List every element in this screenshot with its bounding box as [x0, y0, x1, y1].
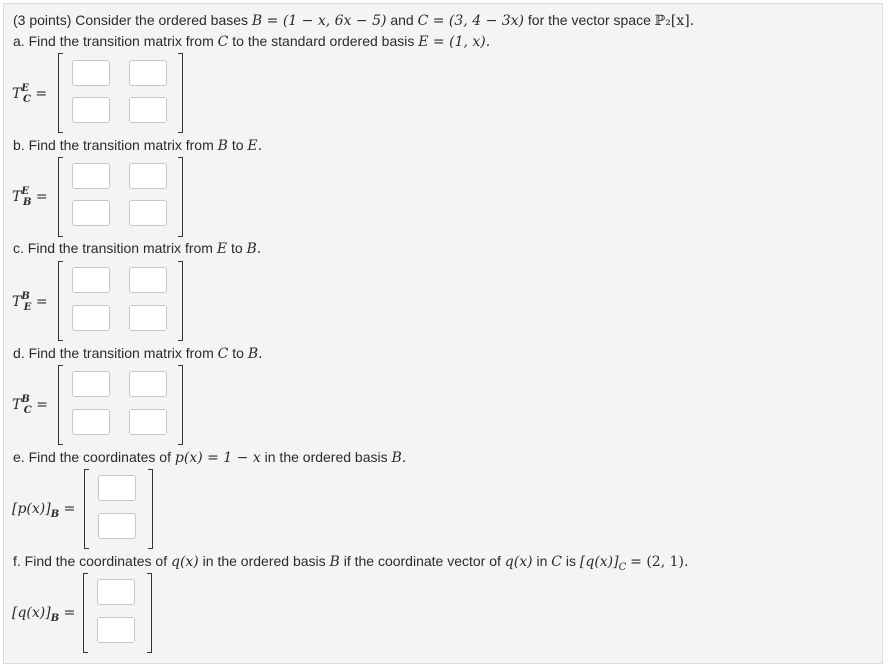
- matrix-symbol: T: [12, 294, 22, 310]
- label-sub: C: [22, 94, 31, 105]
- left-bracket: [84, 469, 89, 549]
- matrix-b-r2c1-input[interactable]: [72, 200, 110, 226]
- matrix-d-r2c2-input[interactable]: [129, 409, 167, 435]
- matrix-b-r2c2-input[interactable]: [129, 200, 167, 226]
- basis-b-definition: B = (1 − x, 6x − 5): [251, 13, 387, 29]
- right-bracket: [178, 261, 183, 341]
- matrix-a-r2c1-input[interactable]: [72, 97, 110, 123]
- matrix-d-r1c1-input[interactable]: [72, 371, 110, 397]
- part-c-mid: to: [230, 240, 243, 256]
- right-bracket: [147, 573, 152, 653]
- matrix-symbol: T: [12, 397, 22, 413]
- right-bracket: [178, 157, 183, 237]
- matrix-b-r1c1-input[interactable]: [72, 163, 110, 189]
- part-f-basis: B: [329, 554, 340, 570]
- equals-sign: =: [35, 294, 48, 310]
- polynomial-p: p(x) = 1 − x: [174, 450, 261, 466]
- left-bracket: [58, 365, 63, 445]
- left-bracket: [58, 261, 63, 341]
- part-a-text: a. Find the transition matrix from: [13, 33, 214, 49]
- part-f-label: [12, 605, 76, 624]
- part-a-to: E = (1, x).: [418, 34, 491, 50]
- part-a-label: [12, 83, 48, 105]
- right-bracket: [148, 469, 153, 549]
- part-f-prompt: [13, 552, 688, 573]
- vector-e-r2-input[interactable]: [98, 513, 136, 539]
- part-e-label: [12, 501, 76, 520]
- vector-f-r2-input[interactable]: [97, 617, 135, 643]
- matrix-d-r1c2-input[interactable]: [129, 371, 167, 397]
- part-b-from: B: [217, 138, 228, 154]
- part-c-prompt: [13, 239, 261, 258]
- part-c-label: [12, 291, 48, 313]
- part-c-text: c. Find the transition matrix from: [13, 240, 213, 256]
- part-f-text: f. Find the coordinates of: [13, 553, 168, 569]
- matrix-a-r2c2-input[interactable]: [129, 97, 167, 123]
- matrix-c-r2c2-input[interactable]: [129, 305, 167, 331]
- matrix-c-r1c2-input[interactable]: [129, 267, 167, 293]
- matrix-c-r1c1-input[interactable]: [72, 267, 110, 293]
- equals-sign: =: [36, 397, 48, 413]
- equals-sign: =: [35, 189, 48, 205]
- matrix-a-r1c1-input[interactable]: [72, 60, 110, 86]
- matrix-symbol: T: [12, 86, 22, 102]
- equals-sign: =: [63, 605, 76, 621]
- part-a-mid: to the standard ordered basis: [232, 33, 415, 49]
- coord-vector-q: [q(x)]: [579, 554, 619, 570]
- matrix-d-r2c1-input[interactable]: [72, 409, 110, 435]
- part-d-label: [12, 394, 48, 416]
- part-b-text: b. Find the transition matrix from: [13, 137, 214, 153]
- vector-space: ℙ₂[x].: [654, 13, 695, 29]
- equals-sign: =: [63, 501, 76, 517]
- label-sub: B: [50, 613, 60, 624]
- and-text: and: [390, 12, 414, 28]
- polynomial-q-2: q(x): [504, 554, 533, 570]
- part-c-from: E: [216, 241, 228, 257]
- equals-sign: =: [35, 86, 48, 102]
- part-f-mid: in the ordered basis: [202, 553, 326, 569]
- part-b-mid: to: [231, 137, 244, 153]
- left-bracket: [58, 157, 63, 237]
- part-e-mid: in the ordered basis: [264, 449, 388, 465]
- label-sub: E: [23, 302, 32, 313]
- part-e-text: e. Find the coordinates of: [13, 449, 171, 465]
- left-bracket: [83, 573, 88, 653]
- label-sup: E: [21, 186, 29, 197]
- basis-c-definition: C = (3, 4 − 3x): [417, 13, 525, 29]
- part-d-prompt: [13, 344, 263, 363]
- left-bracket: [58, 53, 63, 133]
- part-b-prompt: [13, 136, 262, 155]
- vector-e-r1-input[interactable]: [98, 475, 136, 501]
- label-sup: B: [21, 291, 30, 302]
- matrix-a-r1c2-input[interactable]: [129, 60, 167, 86]
- polynomial-q: q(x): [170, 554, 199, 570]
- part-d-text: d. Find the transition matrix from: [13, 345, 214, 361]
- part-d-to: B.: [247, 346, 263, 362]
- coord-vector-symbol: [q(x)]: [12, 605, 51, 621]
- label-sub: B: [22, 197, 32, 208]
- vector-f-r1-input[interactable]: [97, 579, 135, 605]
- matrix-b-r1c2-input[interactable]: [129, 163, 167, 189]
- part-b-label: [12, 186, 48, 208]
- part-c-to: B.: [246, 241, 262, 257]
- part-e-basis: B.: [391, 450, 407, 466]
- coord-values: = (2, 1).: [630, 554, 689, 570]
- part-f-mid3: in: [536, 553, 548, 569]
- label-sup: B: [21, 394, 30, 405]
- part-b-to: E.: [247, 138, 263, 154]
- points-label: (3 points): [13, 12, 72, 28]
- matrix-symbol: T: [12, 189, 22, 205]
- right-bracket: [178, 53, 183, 133]
- label-sub: C: [23, 405, 32, 416]
- part-d-from: C: [217, 346, 229, 362]
- label-sup: E: [21, 83, 29, 94]
- part-d-mid: to: [232, 345, 244, 361]
- right-bracket: [178, 365, 183, 445]
- intro-text: Consider the ordered bases: [75, 12, 249, 28]
- part-f-mid4: is: [565, 553, 576, 569]
- matrix-c-r2c1-input[interactable]: [72, 305, 110, 331]
- coord-sub: C: [618, 562, 627, 573]
- part-a-prompt: [13, 32, 490, 51]
- label-sub: B: [50, 509, 60, 520]
- part-e-prompt: [13, 448, 406, 467]
- for-space-text: for the vector space: [527, 12, 651, 28]
- coord-vector-symbol: [p(x)]: [12, 501, 51, 517]
- part-f-basis-c: C: [551, 554, 562, 570]
- question-header: [13, 11, 694, 30]
- part-f-mid2: if the coordinate vector of: [343, 553, 501, 569]
- part-a-from: C: [217, 34, 229, 50]
